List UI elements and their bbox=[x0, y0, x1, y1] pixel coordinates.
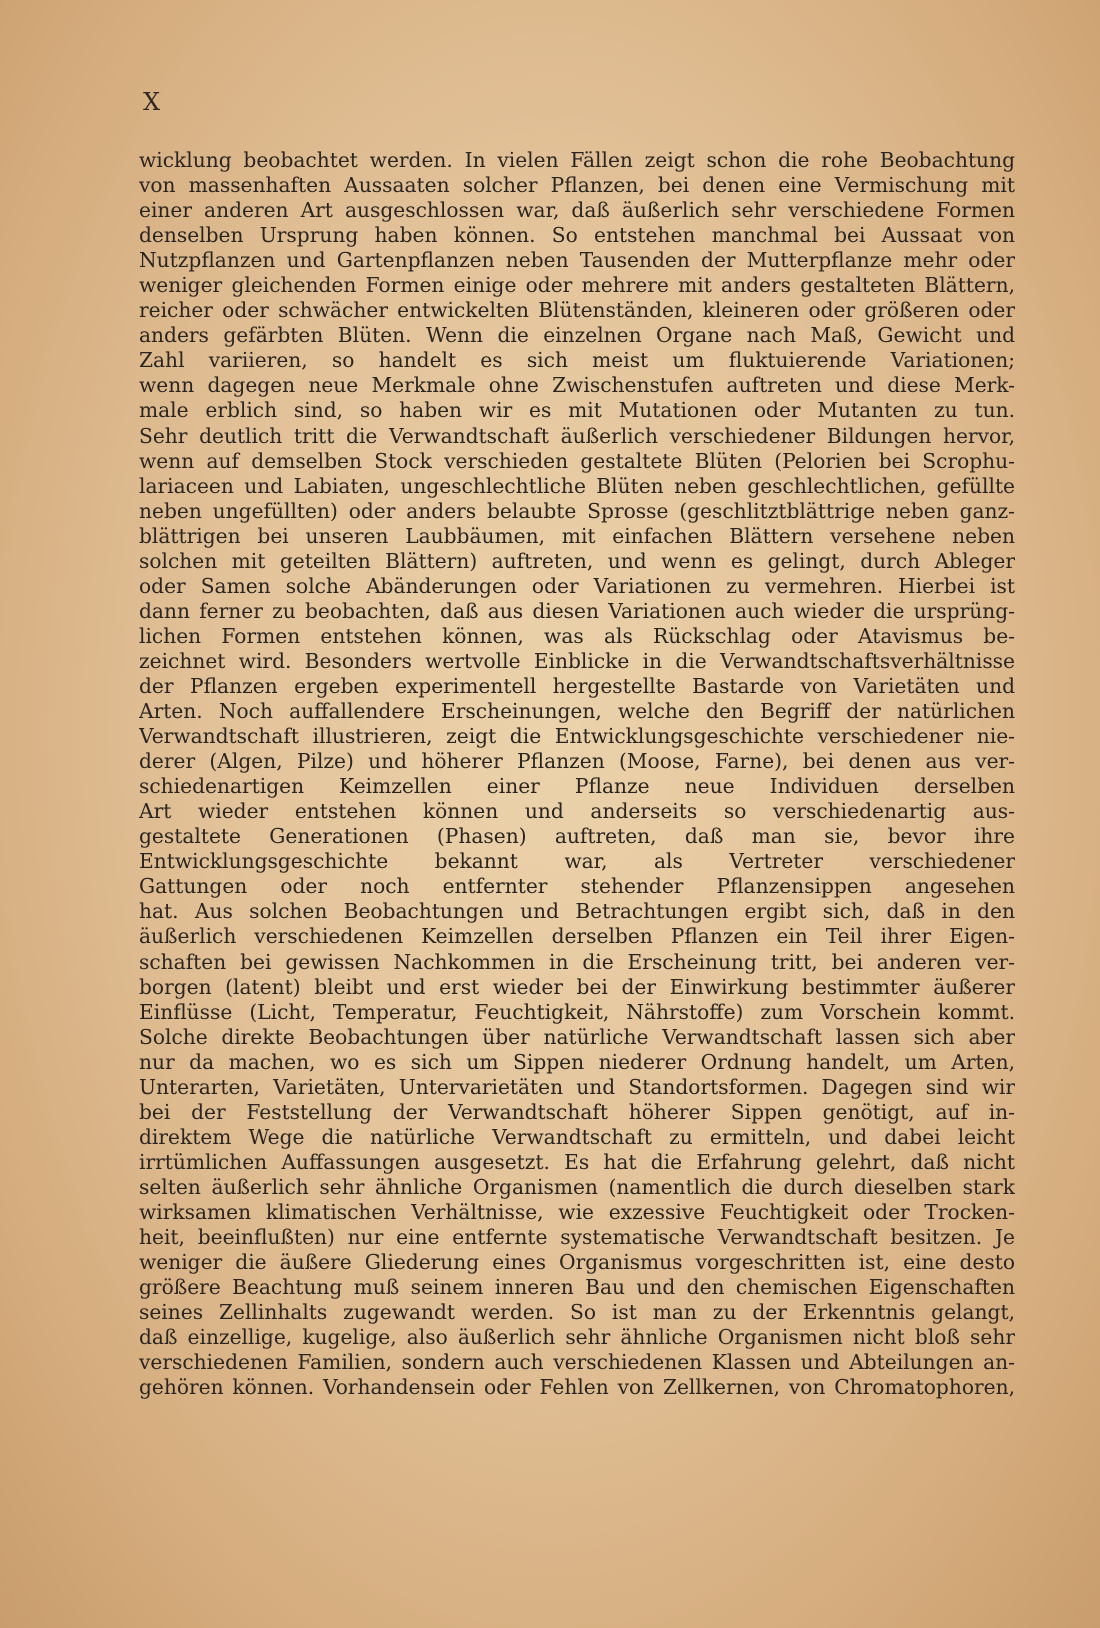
text-line: reicher oder schwächer entwickelten Blütenständen, kleineren oder größeren oder bbox=[139, 298, 1015, 323]
text-line: wenn auf demselben Stock verschieden gestaltete Blüten (Pelorien bei Scrophu- bbox=[139, 448, 1015, 473]
text-line: der Pflanzen ergeben experimentell hergestellte Bastarde von Varietäten und bbox=[139, 673, 1015, 698]
text-line: von massenhaften Aussaaten solcher Pflanzen, bei denen eine Vermischung mit bbox=[139, 173, 1015, 198]
text-line: male erblich sind, so haben wir es mit Mutationen oder Mutanten zu tun. bbox=[139, 398, 1015, 423]
text-line: dann ferner zu beobachten, daß aus diesen Variationen auch wieder die ursprüng- bbox=[139, 598, 1015, 623]
text-line: anders gefärbten Blüten. Wenn die einzelnen Organe nach Maß, Gewicht und bbox=[139, 323, 1015, 348]
text-line: Arten. Noch auffallendere Erscheinungen, welche den Begriff der natürlichen bbox=[139, 699, 1015, 724]
text-line: wicklung beobachtet werden. In vielen Fällen zeigt schon die rohe Beobachtung bbox=[139, 148, 1015, 172]
body-text bbox=[139, 148, 1015, 1400]
text-line: gestaltete Generationen (Phasen) auftreten, daß man sie, bevor ihre bbox=[139, 824, 1015, 849]
text-line: hat. Aus solchen Beobachtungen und Betrachtungen ergibt sich, daß in den bbox=[139, 899, 1015, 924]
text-line: heit, beeinflußten) nur eine entfernte systematische Verwandtschaft besitzen. Je bbox=[139, 1225, 1015, 1250]
text-line: Nutzpflanzen und Gartenpflanzen neben Tausenden der Mutterpflanze mehr oder bbox=[139, 248, 1015, 273]
text-line: neben ungefüllten) oder anders belaubte Sprosse (geschlitztblättrige neben ganz- bbox=[139, 498, 1015, 523]
text-line: schaften bei gewissen Nachkommen in die Erscheinung tritt, bei anderen ver- bbox=[139, 949, 1015, 974]
text-line: Solche direkte Beobachtungen über natürliche Verwandtschaft lassen sich aber bbox=[139, 1024, 1015, 1049]
text-line: denselben Ursprung haben können. So entstehen manchmal bei Aussaat von bbox=[139, 223, 1015, 248]
text-line: bei der Feststellung der Verwandtschaft höherer Sippen genötigt, auf in- bbox=[139, 1099, 1015, 1124]
text-line: solchen mit geteilten Blättern) auftreten, und wenn es gelingt, durch Ableger bbox=[139, 548, 1015, 573]
text-line: Gattungen oder noch entfernter stehender Pflanzensippen angesehen bbox=[139, 874, 1015, 899]
text-line: daß einzellige, kugelige, also äußerlich sehr ähnliche Organismen nicht bloß sehr bbox=[139, 1325, 1015, 1350]
text-line: seines Zellinhalts zugewandt werden. So ist man zu der Erkenntnis gelangt, bbox=[139, 1300, 1015, 1325]
text-line: Zahl variieren, so handelt es sich meist um fluktuierende Variationen; bbox=[139, 348, 1015, 373]
text-line: derer (Algen, Pilze) und höherer Pflanzen (Moose, Farne), bei denen aus ver- bbox=[139, 749, 1015, 774]
text-line: weniger gleichenden Formen einige oder mehrere mit anders gestalteten Blättern, bbox=[139, 273, 1015, 298]
text-line: direktem Wege die natürliche Verwandtschaft zu ermitteln, und dabei leicht bbox=[139, 1124, 1015, 1149]
text-line: Verwandtschaft illustrieren, zeigt die Entwicklungsgeschichte verschiedener nie- bbox=[139, 724, 1015, 749]
text-line: Entwicklungsgeschichte bekannt war, als Vertreter verschiedener bbox=[139, 849, 1015, 874]
text-line: borgen (latent) bleibt und erst wieder bei der Einwirkung bestimmter äußerer bbox=[139, 974, 1015, 999]
text-line: irrtümlichen Auffassungen ausgesetzt. Es hat die Erfahrung gelehrt, daß nicht bbox=[139, 1149, 1015, 1174]
text-line: Unterarten, Varietäten, Untervarietäten und Standortsformen. Dagegen sind wir bbox=[139, 1074, 1015, 1099]
text-line: wenn dagegen neue Merkmale ohne Zwischenstufen auftreten und diese Merk- bbox=[139, 373, 1015, 398]
text-line: lichen Formen entstehen können, was als Rückschlag oder Atavismus be- bbox=[139, 623, 1015, 648]
page-number: X bbox=[143, 88, 162, 116]
text-line: schiedenartigen Keimzellen einer Pflanze neue Individuen derselben bbox=[139, 774, 1015, 799]
text-line: verschiedenen Familien, sondern auch verschiedenen Klassen und Abteilungen an- bbox=[139, 1350, 1015, 1375]
text-line: Einflüsse (Licht, Temperatur, Feuchtigkeit, Nährstoffe) zum Vorschein kommt. bbox=[139, 999, 1015, 1024]
text-line: selten äußerlich sehr ähnliche Organismen (namentlich die durch dieselben stark bbox=[139, 1174, 1015, 1199]
text-line: einer anderen Art ausgeschlossen war, daß äußerlich sehr verschiedene Formen bbox=[139, 198, 1015, 223]
text-line: zeichnet wird. Besonders wertvolle Einblicke in die Verwandtschaftsverhältnisse bbox=[139, 648, 1015, 673]
text-line: oder Samen solche Abänderungen oder Variationen zu vermehren. Hierbei ist bbox=[139, 573, 1015, 598]
text-line: wirksamen klimatischen Verhältnisse, wie exzessive Feuchtigkeit oder Trocken- bbox=[139, 1199, 1015, 1224]
text-line: gehören können. Vorhandensein oder Fehlen von Zellkernen, von Chromatophoren, bbox=[139, 1375, 1015, 1400]
text-line: Art wieder entstehen können und anderseits so verschiedenartig aus- bbox=[139, 799, 1015, 824]
text-line: blättrigen bei unseren Laubbäumen, mit einfachen Blättern versehene neben bbox=[139, 523, 1015, 548]
text-line: lariaceen und Labiaten, ungeschlechtliche Blüten neben geschlechtlichen, gefüllte bbox=[139, 473, 1015, 498]
text-line: Sehr deutlich tritt die Verwandtschaft äußerlich verschiedener Bildungen hervor, bbox=[139, 423, 1015, 448]
text-line: größere Beachtung muß seinem inneren Bau und den chemischen Eigenschaften bbox=[139, 1275, 1015, 1300]
text-line: nur da machen, wo es sich um Sippen niederer Ordnung handelt, um Arten, bbox=[139, 1049, 1015, 1074]
text-line: äußerlich verschiedenen Keimzellen derselben Pflanzen ein Teil ihrer Eigen- bbox=[139, 924, 1015, 949]
text-line: weniger die äußere Gliederung eines Organismus vorgeschritten ist, eine desto bbox=[139, 1250, 1015, 1275]
